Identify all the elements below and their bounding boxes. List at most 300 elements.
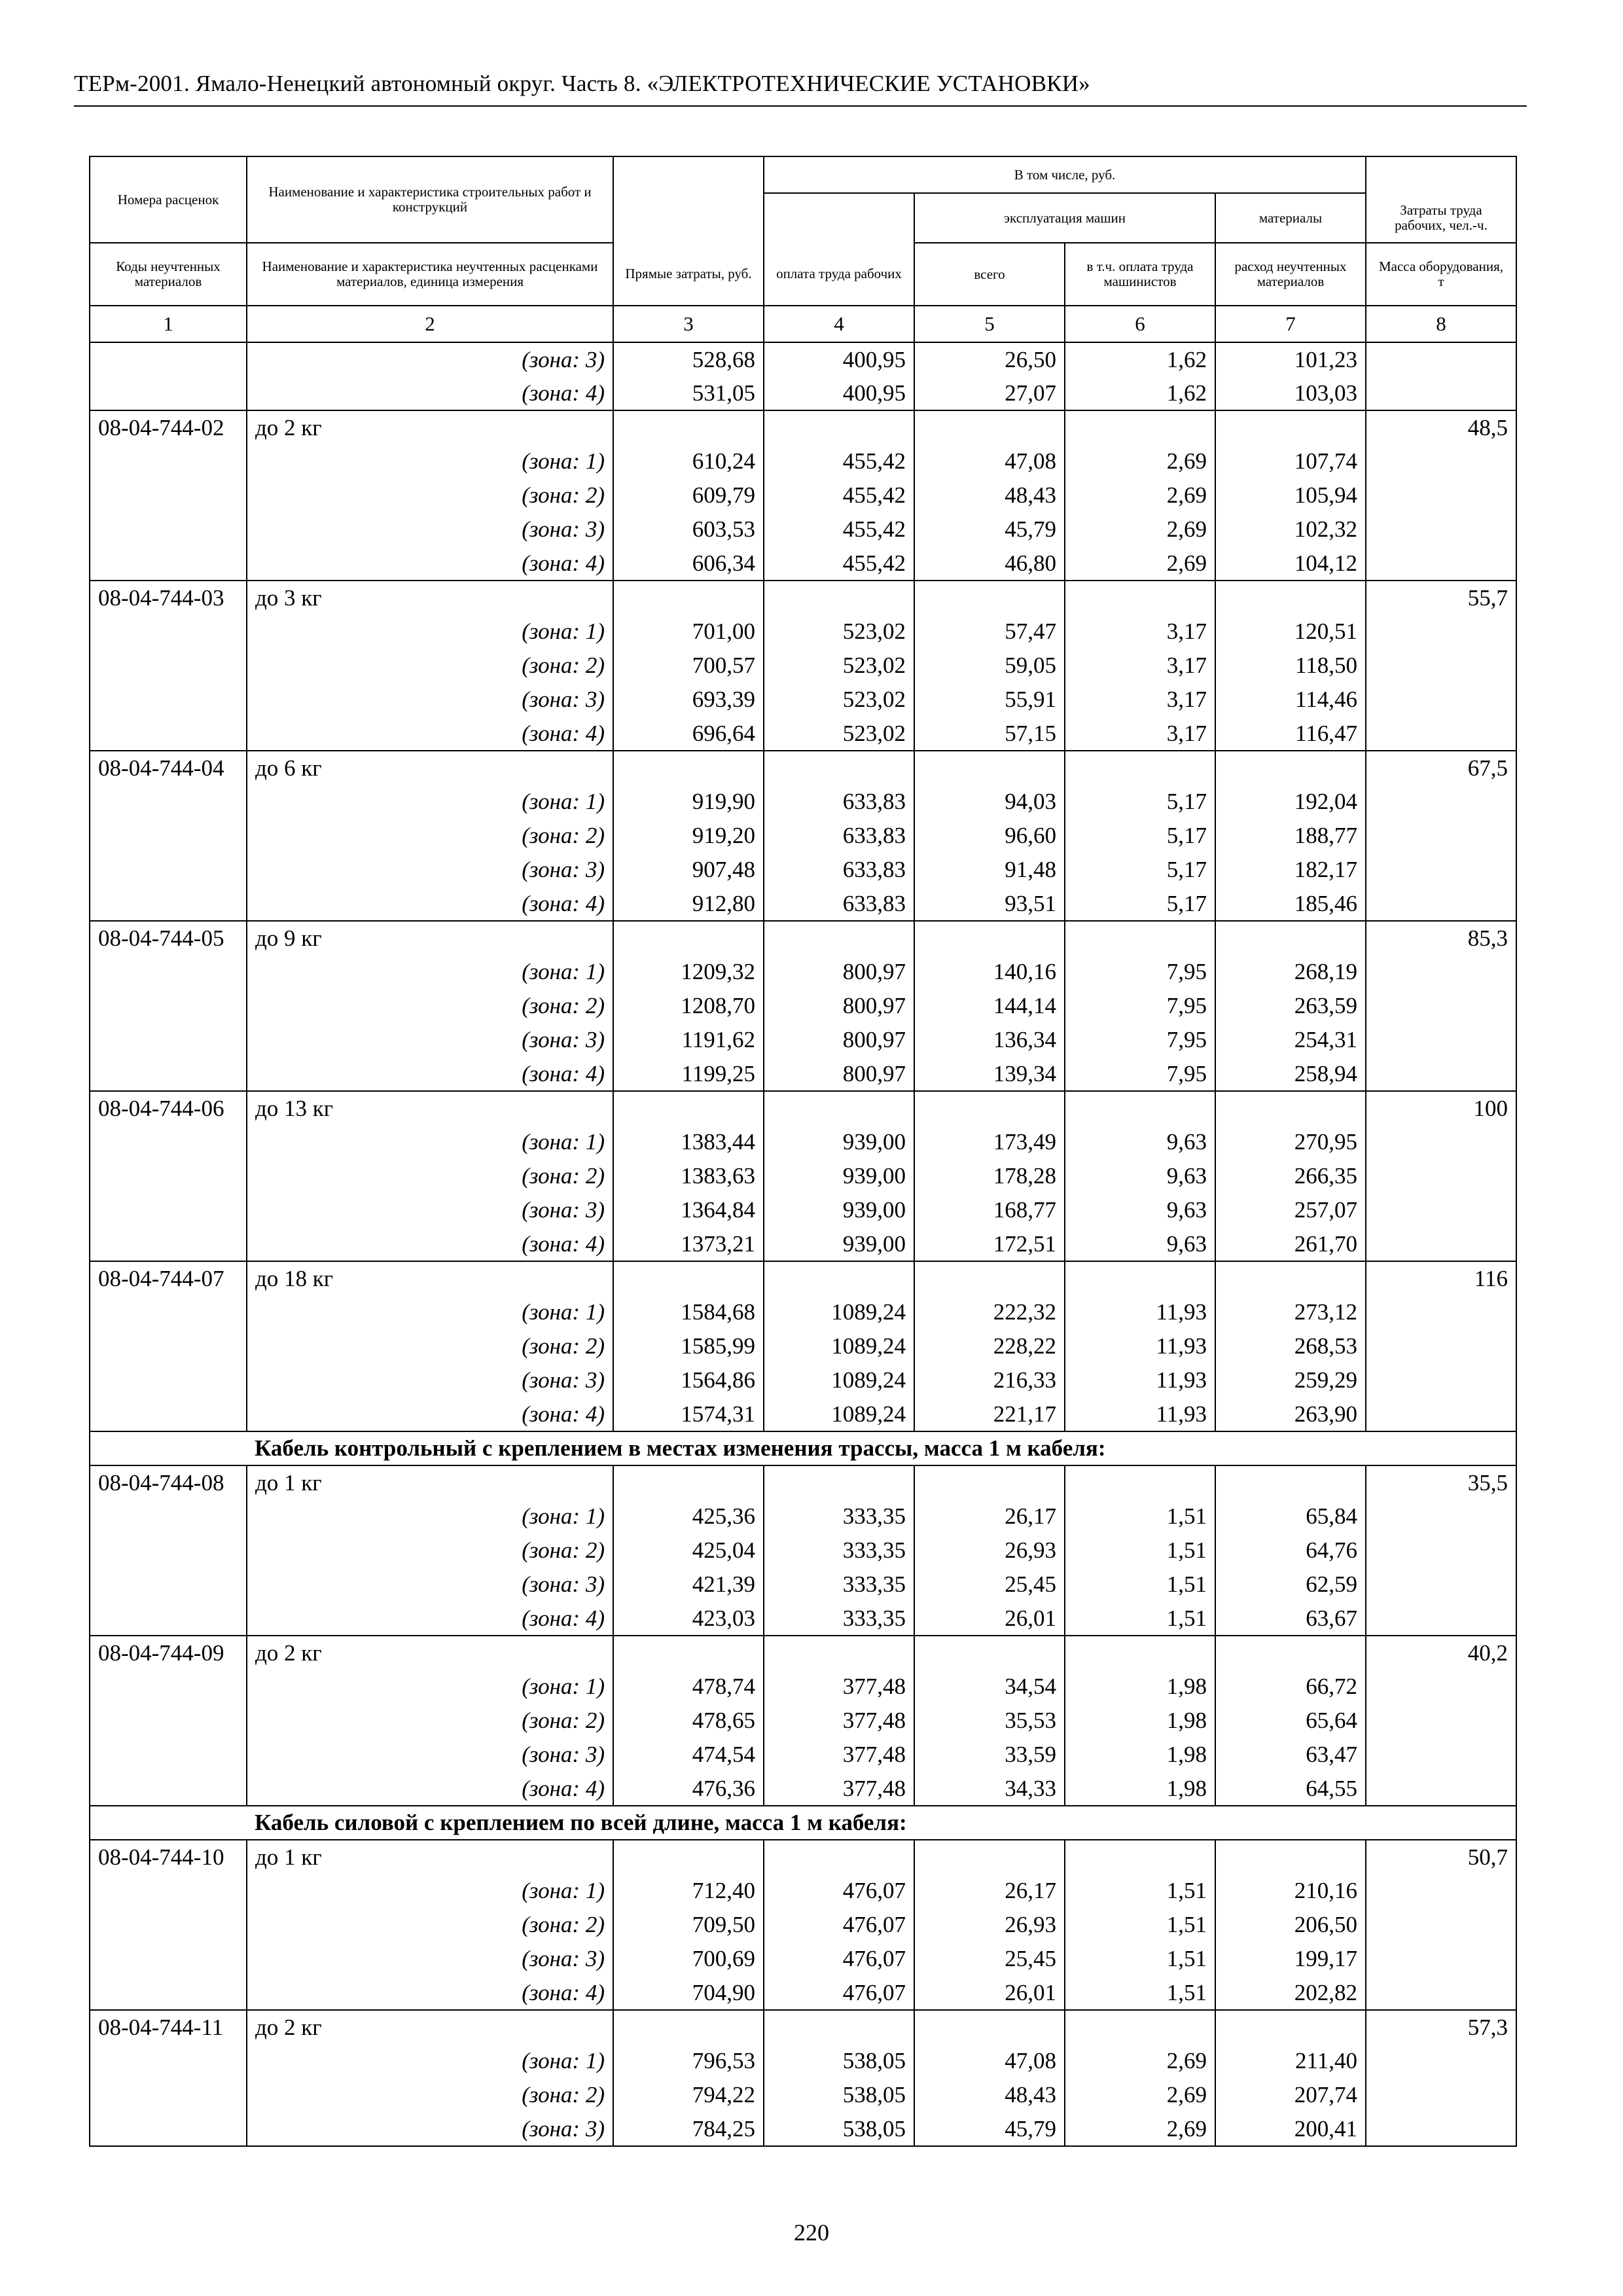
- machinist-wages-value: 3,17: [1065, 683, 1215, 717]
- direct-costs-value: 1199,25: [613, 1057, 764, 1091]
- head-machinist-wages: в т.ч. оплата труда машинистов: [1065, 243, 1215, 306]
- wages-value: 1089,24: [764, 1295, 914, 1329]
- direct-costs-value: 919,90: [613, 785, 764, 819]
- machines-value: 55,91: [914, 683, 1065, 717]
- zone-row: [90, 683, 1516, 717]
- materials-value: 185,46: [1215, 887, 1366, 921]
- empty-cell: [1366, 1704, 1516, 1738]
- empty-cell: [914, 1840, 1065, 1874]
- empty-cell: [90, 1772, 247, 1806]
- materials-value: 120,51: [1215, 615, 1366, 649]
- machinist-wages-value: 9,63: [1065, 1227, 1215, 1261]
- empty-cell: [1366, 1499, 1516, 1534]
- materials-value: 104,12: [1215, 547, 1366, 581]
- materials-value: 103,03: [1215, 376, 1366, 410]
- empty-cell: [90, 342, 247, 376]
- wages-value: 455,42: [764, 444, 914, 478]
- materials-value: 199,17: [1215, 1942, 1366, 1976]
- wages-value: 455,42: [764, 478, 914, 512]
- machines-value: 178,28: [914, 1159, 1065, 1193]
- head-machines-total: всего: [914, 243, 1065, 306]
- rate-name: до 2 кг: [247, 410, 613, 444]
- direct-costs-value: 701,00: [613, 615, 764, 649]
- machinist-wages-value: 3,17: [1065, 717, 1215, 751]
- direct-costs-value: 700,57: [613, 649, 764, 683]
- zone-label: (зона: 1): [247, 2044, 613, 2078]
- empty-cell: [1215, 1840, 1366, 1874]
- empty-cell: [1065, 1091, 1215, 1125]
- empty-cell: [90, 1976, 247, 2010]
- rate-header-row: [90, 581, 1516, 615]
- empty-cell: [90, 2078, 247, 2112]
- empty-cell: [1366, 1397, 1516, 1431]
- empty-cell: [1366, 955, 1516, 989]
- rate-header-row: [90, 1636, 1516, 1670]
- empty-cell: [1065, 751, 1215, 785]
- wages-value: 400,95: [764, 376, 914, 410]
- empty-cell: [613, 1840, 764, 1874]
- wages-value: 333,35: [764, 1602, 914, 1636]
- empty-cell: [90, 1704, 247, 1738]
- empty-cell: [1366, 819, 1516, 853]
- empty-cell: [90, 649, 247, 683]
- header-divider: [74, 105, 1527, 107]
- materials-value: 65,84: [1215, 1499, 1366, 1534]
- empty-cell: [1215, 1636, 1366, 1670]
- labor-value: 85,3: [1366, 921, 1516, 955]
- section-title: Кабель контрольный с креплением в местах изменения трассы, масса 1 м кабеля:: [247, 1431, 1516, 1465]
- empty-cell: [1366, 989, 1516, 1023]
- machines-value: 26,93: [914, 1534, 1065, 1568]
- labor-value: 55,7: [1366, 581, 1516, 615]
- machinist-wages-value: 3,17: [1065, 615, 1215, 649]
- machines-value: 26,17: [914, 1499, 1065, 1534]
- zone-row: [90, 717, 1516, 751]
- head-blank-3b: [613, 193, 764, 243]
- document-header: ТЕРм-2001. Ямало-Ненецкий автономный округ. Часть 8. «ЭЛЕКТРОТЕХНИЧЕСКИЕ УСТАНОВКИ»: [74, 71, 1090, 96]
- zone-label: (зона: 3): [247, 1568, 613, 1602]
- empty-cell: [90, 1227, 247, 1261]
- machines-value: 25,45: [914, 1942, 1065, 1976]
- machines-value: 168,77: [914, 1193, 1065, 1227]
- zone-row: [90, 1738, 1516, 1772]
- machines-value: 46,80: [914, 547, 1065, 581]
- empty-cell: [1366, 1874, 1516, 1908]
- machinist-wages-value: 1,51: [1065, 1874, 1215, 1908]
- table-head: [90, 156, 1516, 342]
- empty-cell: [1215, 410, 1366, 444]
- empty-cell: [1366, 1057, 1516, 1091]
- zone-row: [90, 1295, 1516, 1329]
- machinist-wages-value: 2,69: [1065, 2078, 1215, 2112]
- machinist-wages-value: 9,63: [1065, 1125, 1215, 1159]
- wages-value: 1089,24: [764, 1363, 914, 1397]
- empty-cell: [1215, 1465, 1366, 1499]
- wages-value: 939,00: [764, 1227, 914, 1261]
- empty-cell: [1215, 751, 1366, 785]
- materials-value: 263,90: [1215, 1397, 1366, 1431]
- wages-value: 523,02: [764, 649, 914, 683]
- wages-value: 476,07: [764, 1976, 914, 2010]
- materials-value: 270,95: [1215, 1125, 1366, 1159]
- rate-header-row: [90, 921, 1516, 955]
- direct-costs-value: 1208,70: [613, 989, 764, 1023]
- machinist-wages-value: 1,51: [1065, 1908, 1215, 1942]
- zone-label: (зона: 1): [247, 955, 613, 989]
- zone-label: (зона: 1): [247, 1295, 613, 1329]
- direct-costs-value: 421,39: [613, 1568, 764, 1602]
- wages-value: 523,02: [764, 615, 914, 649]
- empty-cell: [90, 478, 247, 512]
- empty-cell: [90, 1125, 247, 1159]
- rate-header-row: [90, 1261, 1516, 1295]
- zone-row: [90, 1976, 1516, 2010]
- zone-row: [90, 478, 1516, 512]
- machines-value: 172,51: [914, 1227, 1065, 1261]
- col-number: 5: [914, 306, 1065, 342]
- machinist-wages-value: 7,95: [1065, 989, 1215, 1023]
- empty-cell: [90, 1602, 247, 1636]
- empty-cell: [914, 1465, 1065, 1499]
- empty-cell: [1366, 683, 1516, 717]
- empty-cell: [1366, 615, 1516, 649]
- materials-value: 63,67: [1215, 1602, 1366, 1636]
- materials-value: 101,23: [1215, 342, 1366, 376]
- labor-value: 57,3: [1366, 2010, 1516, 2044]
- machinist-wages-value: 5,17: [1065, 819, 1215, 853]
- direct-costs-value: 474,54: [613, 1738, 764, 1772]
- rate-header-row: [90, 2010, 1516, 2044]
- wages-value: 1089,24: [764, 1397, 914, 1431]
- machines-value: 228,22: [914, 1329, 1065, 1363]
- machines-value: 221,17: [914, 1397, 1065, 1431]
- materials-value: 263,59: [1215, 989, 1366, 1023]
- materials-value: 211,40: [1215, 2044, 1366, 2078]
- machines-value: 57,47: [914, 615, 1065, 649]
- machines-value: 35,53: [914, 1704, 1065, 1738]
- column-number-row: [90, 306, 1516, 342]
- zone-label: (зона: 4): [247, 887, 613, 921]
- materials-value: 114,46: [1215, 683, 1366, 717]
- wages-value: 800,97: [764, 1023, 914, 1057]
- zone-label: (зона: 4): [247, 1057, 613, 1091]
- zone-row: [90, 1193, 1516, 1227]
- labor-value: 116: [1366, 1261, 1516, 1295]
- direct-costs-value: 912,80: [613, 887, 764, 921]
- direct-costs-value: 796,53: [613, 2044, 764, 2078]
- direct-costs-value: 1209,32: [613, 955, 764, 989]
- direct-costs-value: 1574,31: [613, 1397, 764, 1431]
- empty-cell: [90, 989, 247, 1023]
- empty-cell: [1065, 1636, 1215, 1670]
- zone-label: (зона: 2): [247, 1159, 613, 1193]
- direct-costs-value: 528,68: [613, 342, 764, 376]
- labor-value: 50,7: [1366, 1840, 1516, 1874]
- empty-cell: [1366, 1738, 1516, 1772]
- empty-cell: [90, 1159, 247, 1193]
- table-body: [90, 342, 1516, 2146]
- direct-costs-value: 709,50: [613, 1908, 764, 1942]
- machines-value: 25,45: [914, 1568, 1065, 1602]
- zone-label: (зона: 3): [247, 512, 613, 547]
- zone-label: (зона: 3): [247, 1363, 613, 1397]
- empty-cell: [90, 1363, 247, 1397]
- zone-label: (зона: 3): [247, 683, 613, 717]
- empty-cell: [90, 955, 247, 989]
- empty-cell: [1366, 1942, 1516, 1976]
- wages-value: 939,00: [764, 1159, 914, 1193]
- empty-cell: [1366, 1295, 1516, 1329]
- empty-cell: [1366, 649, 1516, 683]
- empty-cell: [1065, 1465, 1215, 1499]
- rate-header-row: [90, 751, 1516, 785]
- zone-label: (зона: 1): [247, 1499, 613, 1534]
- machinist-wages-value: 7,95: [1065, 955, 1215, 989]
- rates-table: [89, 156, 1517, 2147]
- direct-costs-value: 1585,99: [613, 1329, 764, 1363]
- empty-cell: [90, 376, 247, 410]
- zone-label: (зона: 1): [247, 1125, 613, 1159]
- zone-row: [90, 1874, 1516, 1908]
- empty-cell: [1366, 853, 1516, 887]
- wages-value: 939,00: [764, 1193, 914, 1227]
- empty-cell: [1366, 1329, 1516, 1363]
- rate-code: 08-04-744-09: [90, 1636, 247, 1670]
- machines-value: 144,14: [914, 989, 1065, 1023]
- machines-value: 222,32: [914, 1295, 1065, 1329]
- empty-cell: [914, 2010, 1065, 2044]
- empty-cell: [1366, 2044, 1516, 2078]
- empty-cell: [90, 512, 247, 547]
- machines-value: 140,16: [914, 955, 1065, 989]
- direct-costs-value: 425,04: [613, 1534, 764, 1568]
- direct-costs-value: 1191,62: [613, 1023, 764, 1057]
- empty-cell: [914, 581, 1065, 615]
- zone-label: (зона: 2): [247, 1908, 613, 1942]
- zone-row: [90, 649, 1516, 683]
- zone-label: (зона: 4): [247, 717, 613, 751]
- machinist-wages-value: 1,98: [1065, 1738, 1215, 1772]
- materials-value: 65,64: [1215, 1704, 1366, 1738]
- machinist-wages-value: 5,17: [1065, 887, 1215, 921]
- machines-value: 48,43: [914, 2078, 1065, 2112]
- empty-cell: [90, 615, 247, 649]
- empty-cell: [1366, 547, 1516, 581]
- empty-cell: [90, 819, 247, 853]
- head-material-names: Наименование и характеристика неучтенных расценками материалов, единица измерения: [247, 243, 613, 306]
- zone-row: [90, 1397, 1516, 1431]
- machines-value: 26,01: [914, 1602, 1065, 1636]
- wages-value: 377,48: [764, 1772, 914, 1806]
- machines-value: 94,03: [914, 785, 1065, 819]
- empty-cell: [90, 547, 247, 581]
- zone-label: (зона: 2): [247, 478, 613, 512]
- materials-value: 116,47: [1215, 717, 1366, 751]
- empty-cell: [914, 1261, 1065, 1295]
- machines-value: 26,50: [914, 342, 1065, 376]
- zone-row: [90, 342, 1516, 376]
- page-number: 220: [794, 2219, 829, 2246]
- machines-value: 34,54: [914, 1670, 1065, 1704]
- section-title: Кабель силовой с креплением по всей длине, масса 1 м кабеля:: [247, 1806, 1516, 1840]
- wages-value: 455,42: [764, 512, 914, 547]
- materials-value: 206,50: [1215, 1908, 1366, 1942]
- direct-costs-value: 1564,86: [613, 1363, 764, 1397]
- machinist-wages-value: 2,69: [1065, 478, 1215, 512]
- zone-row: [90, 1670, 1516, 1704]
- machines-value: 27,07: [914, 376, 1065, 410]
- direct-costs-value: 425,36: [613, 1499, 764, 1534]
- section-code-cell: [90, 1806, 247, 1840]
- head-materials: материалы: [1215, 193, 1366, 243]
- head-blank-4: [764, 193, 914, 243]
- direct-costs-value: 784,25: [613, 2112, 764, 2146]
- machines-value: 139,34: [914, 1057, 1065, 1091]
- empty-cell: [1366, 1363, 1516, 1397]
- empty-cell: [764, 921, 914, 955]
- empty-cell: [90, 1874, 247, 1908]
- direct-costs-value: 919,20: [613, 819, 764, 853]
- machines-value: 26,93: [914, 1908, 1065, 1942]
- head-blank-3: [613, 156, 764, 193]
- empty-cell: [764, 581, 914, 615]
- empty-cell: [764, 2010, 914, 2044]
- zone-row: [90, 1227, 1516, 1261]
- empty-cell: [90, 1397, 247, 1431]
- zone-row: [90, 1908, 1516, 1942]
- direct-costs-value: 478,74: [613, 1670, 764, 1704]
- rate-name: до 1 кг: [247, 1840, 613, 1874]
- empty-cell: [613, 921, 764, 955]
- zone-row: [90, 1704, 1516, 1738]
- wages-value: 377,48: [764, 1738, 914, 1772]
- empty-cell: [914, 1091, 1065, 1125]
- empty-cell: [90, 1738, 247, 1772]
- empty-cell: [613, 581, 764, 615]
- machines-value: 57,15: [914, 717, 1065, 751]
- machines-value: 47,08: [914, 444, 1065, 478]
- empty-cell: [764, 1091, 914, 1125]
- labor-value: 40,2: [1366, 1636, 1516, 1670]
- empty-cell: [1215, 581, 1366, 615]
- machinist-wages-value: 1,62: [1065, 376, 1215, 410]
- empty-cell: [1366, 1670, 1516, 1704]
- direct-costs-value: 476,36: [613, 1772, 764, 1806]
- empty-cell: [90, 444, 247, 478]
- materials-value: 210,16: [1215, 1874, 1366, 1908]
- direct-costs-value: 606,34: [613, 547, 764, 581]
- empty-cell: [764, 410, 914, 444]
- rate-header-row: [90, 1465, 1516, 1499]
- zone-label: (зона: 2): [247, 989, 613, 1023]
- zone-row: [90, 1329, 1516, 1363]
- col-number: 3: [613, 306, 764, 342]
- labor-value: 48,5: [1366, 410, 1516, 444]
- wages-value: 800,97: [764, 955, 914, 989]
- direct-costs-value: 531,05: [613, 376, 764, 410]
- materials-value: 102,32: [1215, 512, 1366, 547]
- wages-value: 633,83: [764, 785, 914, 819]
- empty-cell: [1366, 1568, 1516, 1602]
- empty-cell: [90, 683, 247, 717]
- empty-cell: [90, 1499, 247, 1534]
- wages-value: 377,48: [764, 1704, 914, 1738]
- wages-value: 538,05: [764, 2044, 914, 2078]
- machines-value: 47,08: [914, 2044, 1065, 2078]
- head-rate-number: Номера расценок: [90, 156, 247, 243]
- empty-cell: [1065, 1840, 1215, 1874]
- head-material-codes: Коды неучтенных материалов: [90, 243, 247, 306]
- zone-label: (зона: 2): [247, 649, 613, 683]
- zone-row: [90, 376, 1516, 410]
- rate-code: 08-04-744-05: [90, 921, 247, 955]
- machines-value: 59,05: [914, 649, 1065, 683]
- machinist-wages-value: 7,95: [1065, 1023, 1215, 1057]
- rate-header-row: [90, 1091, 1516, 1125]
- head-machines: эксплуатация машин: [914, 193, 1215, 243]
- direct-costs-value: 693,39: [613, 683, 764, 717]
- empty-cell: [1366, 1534, 1516, 1568]
- head-direct-costs: Прямые затраты, руб.: [613, 243, 764, 306]
- machines-value: 173,49: [914, 1125, 1065, 1159]
- empty-cell: [914, 921, 1065, 955]
- machinist-wages-value: 1,98: [1065, 1670, 1215, 1704]
- machines-value: 34,33: [914, 1772, 1065, 1806]
- materials-value: 257,07: [1215, 1193, 1366, 1227]
- materials-value: 192,04: [1215, 785, 1366, 819]
- zone-row: [90, 615, 1516, 649]
- empty-cell: [1215, 1091, 1366, 1125]
- empty-cell: [764, 1840, 914, 1874]
- materials-value: 266,35: [1215, 1159, 1366, 1193]
- head-equipment-mass: Масса оборудования, т: [1366, 243, 1516, 306]
- materials-value: 107,74: [1215, 444, 1366, 478]
- empty-cell: [613, 751, 764, 785]
- wages-value: 800,97: [764, 1057, 914, 1091]
- zone-label: (зона: 4): [247, 1976, 613, 2010]
- machines-value: 48,43: [914, 478, 1065, 512]
- wages-value: 538,05: [764, 2112, 914, 2146]
- rate-header-row: [90, 1840, 1516, 1874]
- zone-label: (зона: 2): [247, 1329, 613, 1363]
- empty-cell: [613, 1261, 764, 1295]
- empty-cell: [914, 1636, 1065, 1670]
- wages-value: 800,97: [764, 989, 914, 1023]
- wages-value: 400,95: [764, 342, 914, 376]
- materials-value: 105,94: [1215, 478, 1366, 512]
- empty-cell: [1366, 887, 1516, 921]
- empty-cell: [1065, 921, 1215, 955]
- machinist-wages-value: 11,93: [1065, 1363, 1215, 1397]
- zone-row: [90, 512, 1516, 547]
- empty-cell: [1366, 376, 1516, 410]
- empty-cell: [90, 717, 247, 751]
- rate-code: 08-04-744-03: [90, 581, 247, 615]
- direct-costs-value: 1373,21: [613, 1227, 764, 1261]
- machinist-wages-value: 7,95: [1065, 1057, 1215, 1091]
- rate-name: до 18 кг: [247, 1261, 613, 1295]
- empty-cell: [1215, 1261, 1366, 1295]
- rate-code: 08-04-744-08: [90, 1465, 247, 1499]
- materials-value: 62,59: [1215, 1568, 1366, 1602]
- zone-label: (зона: 1): [247, 444, 613, 478]
- empty-cell: [914, 410, 1065, 444]
- zone-row: [90, 989, 1516, 1023]
- machinist-wages-value: 9,63: [1065, 1159, 1215, 1193]
- rate-code: 08-04-744-07: [90, 1261, 247, 1295]
- machines-value: 45,79: [914, 512, 1065, 547]
- direct-costs-value: 609,79: [613, 478, 764, 512]
